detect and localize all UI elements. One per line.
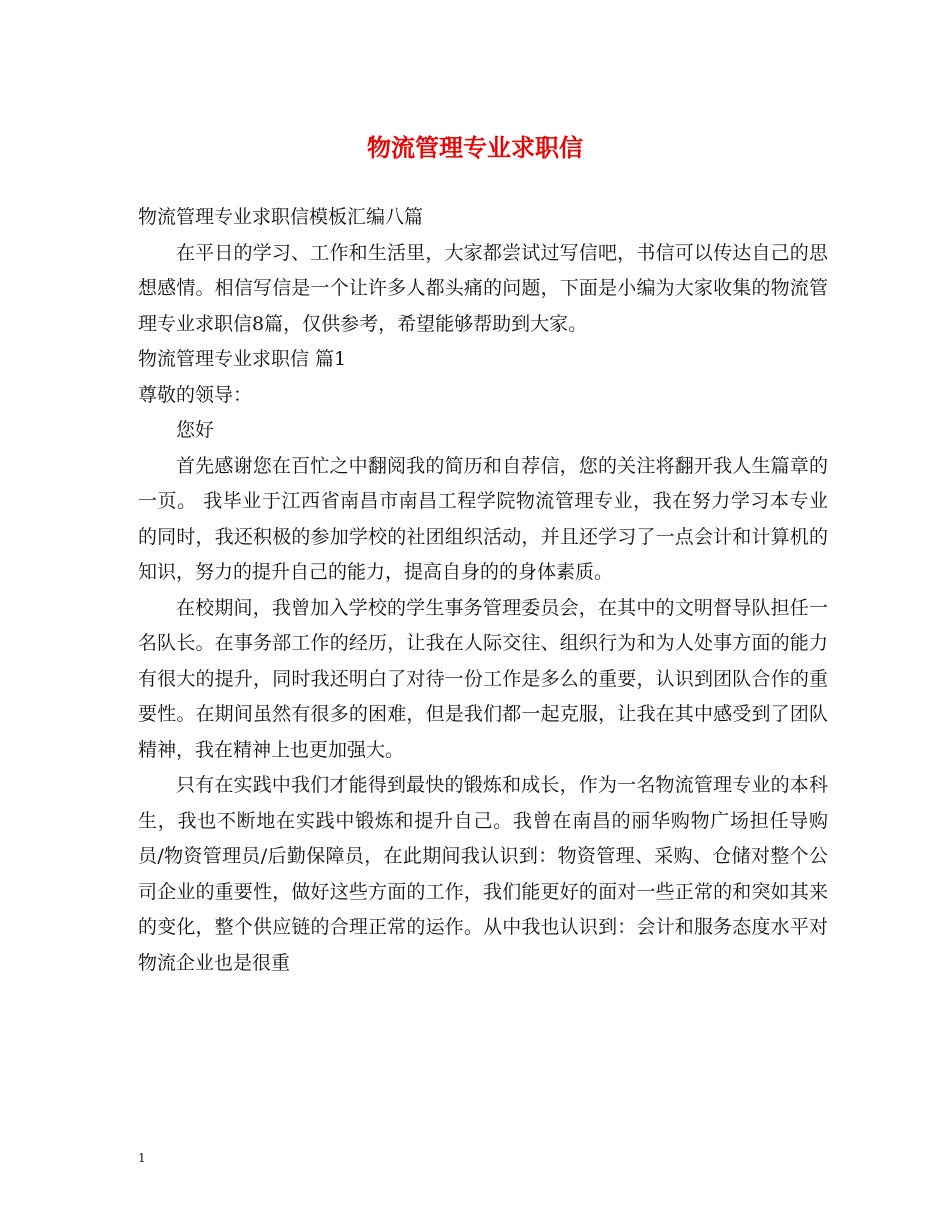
salutation: 尊敬的领导： [138,383,253,406]
greeting: 您好 [176,419,215,441]
document-subtitle: 物流管理专业求职信模板汇编八篇 [138,206,424,228]
body-paragraph: 只有在实践中我们才能得到最快的锻炼和成长，作为一名物流管理专业的本科生，我也不断地在实践中锻炼和提升自己。我曾在南昌的丽华购物广场担任导购员/物资管理员/后勤保障员，在此期间我认识到：物资管理、采购、仓储对整个公司企业的重要性，做好这些方面的工作，我们能更好的面对一些正常的和突如其来的变化，整个供应链的合理正常的运作。从中我也认识到：会计和服务态度水平对物流企业也是很重 [138,774,828,974]
section-heading: 物流管理专业求职信 篇1 [138,348,347,370]
body-paragraph: 在校期间，我曾加入学校的学生事务管理委员会，在其中的文明督导队担任一名队长。在事务部工作的经历，让我在人际交往、组织行为和为人处事方面的能力有很大的提升，同时我还明白了对待一份工作是多么的重要，认识到团队合作的重要性。在期间虽然有很多的困难，但是我们都一起克服，让我在其中感受到了团队精神，我在精神上也更加强大。 [138,596,828,761]
document-body [138,200,828,981]
page-number: 1 [138,1151,146,1165]
document-title: 物流管理专业求职信 [367,133,583,162]
body-paragraph: 首先感谢您在百忙之中翻阅我的简历和自荐信，您的关注将翻开我人生篇章的一页。 我毕业于江西省南昌市南昌工程学院物流管理专业，我在努力学习本专业的同时，我还积极的参加学校的社团组织活动，并且还学习了一点会计和计算机的知识，努力的提升自己的能力，提高自身的的身体素质。 [138,454,828,583]
intro-paragraph: 在平日的学习、工作和生活里，大家都尝试过写信吧，书信可以传达自己的思想感情。相信写信是一个让许多人都头痛的问题，下面是小编为大家收集的物流管理专业求职信8篇，仅供参考，希望能够帮助到大家。 [138,241,828,335]
